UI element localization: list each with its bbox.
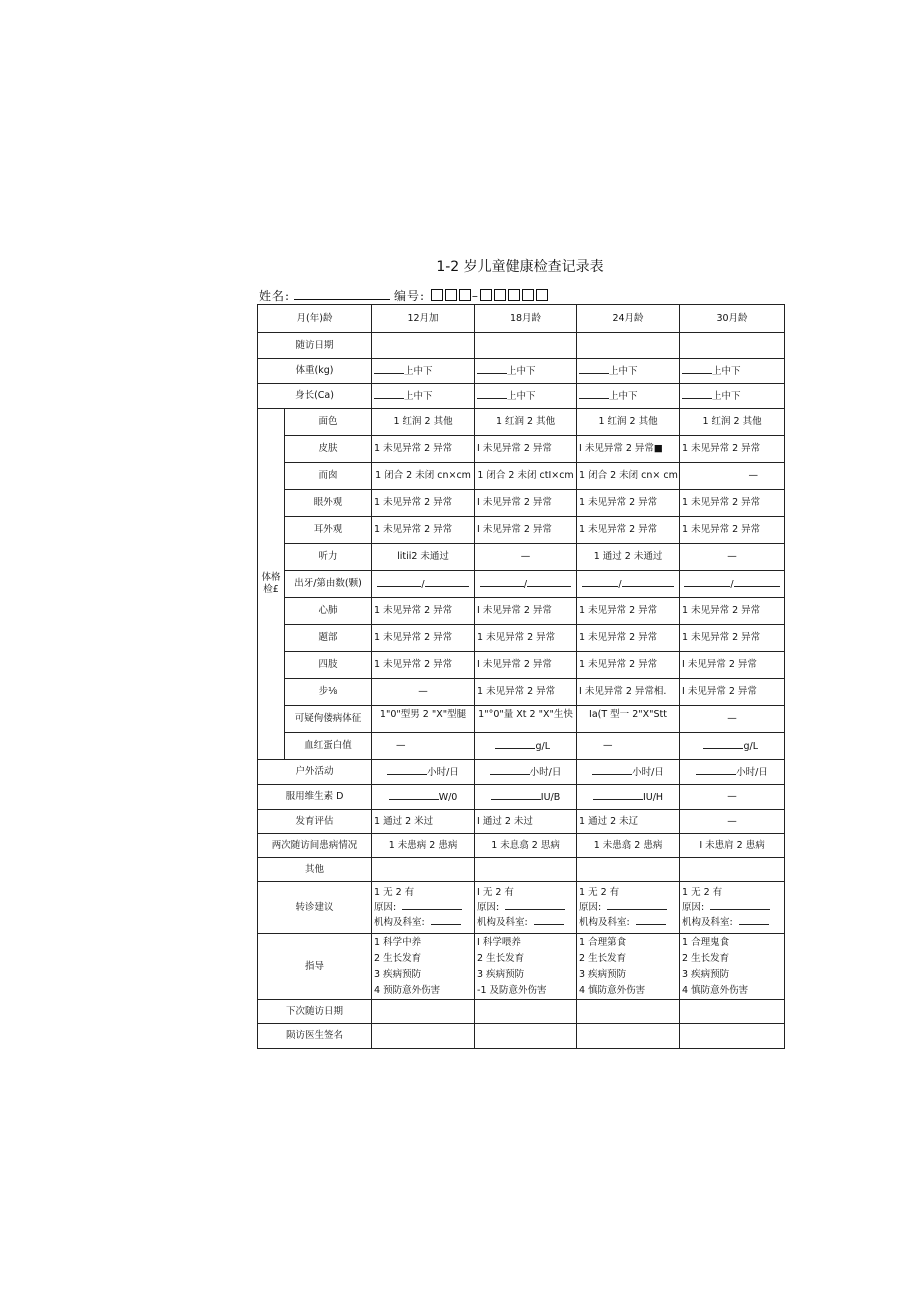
weight-label: 体重(kg) bbox=[258, 359, 372, 384]
name-field[interactable] bbox=[294, 288, 390, 300]
rickets-cell[interactable]: Ia(T 型一 2"X"Stt bbox=[577, 706, 680, 733]
physical-exam-label: 体格 检£ bbox=[258, 409, 285, 760]
other-cell[interactable] bbox=[475, 858, 577, 882]
development-label: 发育评估 bbox=[258, 810, 372, 834]
guidance-cell[interactable]: 1 合理鬼食 2 生长发育 3 疾病预防 4 慎防意外伤害 bbox=[680, 934, 785, 1000]
skin-cell[interactable]: 1 未见异常 2 异常 bbox=[372, 436, 475, 463]
guidance-row bbox=[258, 934, 785, 1000]
fontanel-cell[interactable]: 1 闭合 2 未闭 ctI×cm bbox=[475, 463, 577, 490]
doctor-signature-cell[interactable] bbox=[680, 1024, 785, 1049]
gait-label: 步⅛ bbox=[285, 679, 372, 706]
vitamin-d-cell[interactable]: IU/H bbox=[577, 785, 680, 810]
hemoglobin-cell[interactable]: g/L bbox=[475, 733, 577, 760]
heart-lung-cell[interactable]: 1 未见异常 2 异常 bbox=[372, 598, 475, 625]
rickets-cell[interactable]: — bbox=[680, 706, 785, 733]
rickets-cell[interactable]: 1"0"型男 2 "X"型腿 bbox=[372, 706, 475, 733]
limbs-cell[interactable]: I 未见异常 2 异常 bbox=[475, 652, 577, 679]
skin-cell[interactable]: I 未见异常 2 异常■ bbox=[577, 436, 680, 463]
skin-cell[interactable]: 1 未见异常 2 异常 bbox=[680, 436, 785, 463]
rickets-row bbox=[258, 706, 785, 733]
hearing-row bbox=[258, 544, 785, 571]
limbs-cell[interactable]: I 未见异常 2 异常 bbox=[680, 652, 785, 679]
outdoor-cell[interactable]: 小时/日 bbox=[577, 760, 680, 785]
referral-cell[interactable]: 1 无 2 有 原因: 机构及科室: bbox=[372, 882, 475, 934]
doctor-signature-cell[interactable] bbox=[475, 1024, 577, 1049]
form-meta: 姓名: 编号: – bbox=[259, 287, 549, 304]
age-header-30: 30月龄 bbox=[680, 305, 785, 333]
outdoor-cell[interactable]: 小时/日 bbox=[372, 760, 475, 785]
hearing-cell[interactable]: litii2 未通过 bbox=[372, 544, 475, 571]
guidance-cell[interactable]: 1 合理第食 2 生长发育 3 疾病预防 4 慎防意外伤害 bbox=[577, 934, 680, 1000]
heart-lung-cell[interactable]: 1 未见异常 2 异常 bbox=[680, 598, 785, 625]
hemoglobin-row bbox=[258, 733, 785, 760]
vitamin-d-cell[interactable]: — bbox=[680, 785, 785, 810]
doctor-signature-cell[interactable] bbox=[372, 1024, 475, 1049]
doctor-row bbox=[258, 1024, 785, 1049]
limbs-label: 四肢 bbox=[285, 652, 372, 679]
id-box[interactable] bbox=[459, 289, 471, 301]
teeth-cell[interactable]: / bbox=[680, 571, 785, 598]
weight-cell[interactable]: 上中下 bbox=[372, 359, 475, 384]
eye-label: 眼外观 bbox=[285, 490, 372, 517]
ear-row bbox=[258, 517, 785, 544]
illness-label: 两次随访间患病情况 bbox=[258, 834, 372, 858]
face-cell[interactable]: 1 红润 2 其他 bbox=[680, 409, 785, 436]
referral-label: 转诊建议 bbox=[258, 882, 372, 934]
development-cell[interactable]: I 通过 2 未过 bbox=[475, 810, 577, 834]
hearing-label: 听力 bbox=[285, 544, 372, 571]
abdomen-cell[interactable]: 1 未见异常 2 异常 bbox=[577, 625, 680, 652]
rickets-cell[interactable]: 1"°0"量 Xt 2 "X"生快 bbox=[475, 706, 577, 733]
outdoor-label: 户外活动 bbox=[258, 760, 372, 785]
skin-row bbox=[258, 436, 785, 463]
referral-row bbox=[258, 882, 785, 934]
id-box[interactable] bbox=[536, 289, 548, 301]
heart-lung-row bbox=[258, 598, 785, 625]
limbs-cell[interactable]: 1 未见异常 2 异常 bbox=[372, 652, 475, 679]
abdomen-cell[interactable]: 1 未见异常 2 异常 bbox=[372, 625, 475, 652]
illness-row bbox=[258, 834, 785, 858]
fontanel-cell[interactable]: 1 闭合 2 未闭 cn×cm bbox=[372, 463, 475, 490]
referral-cell[interactable]: 1 无 2 有 原因: 机构及科室: bbox=[680, 882, 785, 934]
visit-date-cell[interactable] bbox=[372, 333, 475, 359]
other-cell[interactable] bbox=[577, 858, 680, 882]
next-visit-cell[interactable] bbox=[577, 1000, 680, 1024]
doctor-label: 陨访医生签名 bbox=[258, 1024, 372, 1049]
illness-cell[interactable]: I 未患肩 2 患病 bbox=[680, 834, 785, 858]
fontanel-cell[interactable]: — bbox=[680, 463, 785, 490]
name-label: 姓名: bbox=[259, 289, 291, 303]
skin-cell[interactable]: I 未见异常 2 异常 bbox=[475, 436, 577, 463]
id-box[interactable] bbox=[445, 289, 457, 301]
height-cell[interactable]: 上中下 bbox=[577, 384, 680, 409]
next-visit-label: 下次随访日期 bbox=[258, 1000, 372, 1024]
next-visit-cell[interactable] bbox=[680, 1000, 785, 1024]
ear-label: 耳外观 bbox=[285, 517, 372, 544]
hemoglobin-label: 血红蛋白值 bbox=[285, 733, 372, 760]
face-cell[interactable]: 1 红润 2 其他 bbox=[372, 409, 475, 436]
face-label: 面色 bbox=[285, 409, 372, 436]
outdoor-cell[interactable]: 小时/日 bbox=[475, 760, 577, 785]
other-cell[interactable] bbox=[680, 858, 785, 882]
other-cell[interactable] bbox=[372, 858, 475, 882]
illness-cell[interactable]: 1 未患病 2 患病 bbox=[372, 834, 475, 858]
hearing-cell[interactable]: 1 通过 2 未通过 bbox=[577, 544, 680, 571]
abdomen-cell[interactable]: 1 未见异常 2 异常 bbox=[680, 625, 785, 652]
height-label: 身长(Ca) bbox=[258, 384, 372, 409]
other-label: 其他 bbox=[258, 858, 372, 882]
guidance-cell[interactable]: I 科学喂养 2 生长发育 3 疾病预防 -1 及防意外伤害 bbox=[475, 934, 577, 1000]
next-visit-cell[interactable] bbox=[475, 1000, 577, 1024]
limbs-cell[interactable]: 1 未见异常 2 异常 bbox=[577, 652, 680, 679]
face-cell[interactable]: 1 红润 2 其他 bbox=[475, 409, 577, 436]
visit-date-label: 随访日期 bbox=[258, 333, 372, 359]
age-header-24: 24月龄 bbox=[577, 305, 680, 333]
age-header-12: 12月加 bbox=[372, 305, 475, 333]
teeth-cell[interactable]: / bbox=[475, 571, 577, 598]
vitamin-d-row bbox=[258, 785, 785, 810]
ear-cell[interactable]: 1 未见异常 2 异常 bbox=[577, 517, 680, 544]
outdoor-row bbox=[258, 760, 785, 785]
weight-cell[interactable]: 上中下 bbox=[475, 359, 577, 384]
height-cell[interactable]: 上中下 bbox=[372, 384, 475, 409]
height-cell[interactable]: 上中下 bbox=[475, 384, 577, 409]
gait-cell[interactable]: I 未见异常 2 异常 bbox=[680, 679, 785, 706]
heart-lung-label: 心肺 bbox=[285, 598, 372, 625]
abdomen-label: 题部 bbox=[285, 625, 372, 652]
gait-cell[interactable]: — bbox=[372, 679, 475, 706]
fontanel-label: 而囱 bbox=[285, 463, 372, 490]
rickets-label: 可疑佝偻病体征 bbox=[285, 706, 372, 733]
skin-label: 皮肤 bbox=[285, 436, 372, 463]
guidance-label: 指导 bbox=[258, 934, 372, 1000]
height-row bbox=[258, 384, 785, 409]
visit-date-cell[interactable] bbox=[475, 333, 577, 359]
gait-row bbox=[258, 679, 785, 706]
id-box[interactable] bbox=[494, 289, 506, 301]
development-cell[interactable]: 1 通过 2 米过 bbox=[372, 810, 475, 834]
referral-cell[interactable]: I 无 2 有 原因: 机构及科室: bbox=[475, 882, 577, 934]
id-box[interactable] bbox=[480, 289, 492, 301]
weight-cell[interactable]: 上中下 bbox=[577, 359, 680, 384]
eye-cell[interactable]: I 未见异常 2 异常 bbox=[475, 490, 577, 517]
development-cell[interactable]: — bbox=[680, 810, 785, 834]
face-row bbox=[258, 409, 785, 436]
form-title: 1-2 岁儿童健康检查记录表 bbox=[436, 259, 604, 275]
ear-cell[interactable]: 1 未见异常 2 异常 bbox=[372, 517, 475, 544]
ear-cell[interactable]: I 未见异常 2 异常 bbox=[475, 517, 577, 544]
teeth-cell[interactable]: / bbox=[577, 571, 680, 598]
heart-lung-cell[interactable]: 1 未见异常 2 异常 bbox=[577, 598, 680, 625]
next-visit-cell[interactable] bbox=[372, 1000, 475, 1024]
id-box[interactable] bbox=[508, 289, 520, 301]
abdomen-cell[interactable]: 1 未见异常 2 异常 bbox=[475, 625, 577, 652]
guidance-cell[interactable]: 1 科学中养 2 生长发育 3 疾病预防 4 预防意外伤害 bbox=[372, 934, 475, 1000]
teeth-cell[interactable]: / bbox=[372, 571, 475, 598]
hemoglobin-cell[interactable]: g/L bbox=[680, 733, 785, 760]
height-cell[interactable]: 上中下 bbox=[680, 384, 785, 409]
heart-lung-cell[interactable]: I 未见异常 2 异常 bbox=[475, 598, 577, 625]
eye-cell[interactable]: 1 未见异常 2 异常 bbox=[372, 490, 475, 517]
hearing-cell[interactable]: — bbox=[680, 544, 785, 571]
development-cell[interactable]: 1 通过 2 未辽 bbox=[577, 810, 680, 834]
age-header-18: 18月龄 bbox=[475, 305, 577, 333]
development-row bbox=[258, 810, 785, 834]
hearing-cell[interactable]: — bbox=[475, 544, 577, 571]
hemoglobin-cell[interactable]: — bbox=[372, 733, 475, 760]
ear-cell[interactable]: 1 未见异常 2 异常 bbox=[680, 517, 785, 544]
age-header-label: 月(年)龄 bbox=[258, 305, 372, 333]
visit-date-row bbox=[258, 333, 785, 359]
fontanel-cell[interactable]: 1 闭合 2 未闭 cn× cm bbox=[577, 463, 680, 490]
visit-date-cell[interactable] bbox=[680, 333, 785, 359]
outdoor-cell[interactable]: 小时/日 bbox=[680, 760, 785, 785]
header-row bbox=[258, 305, 785, 333]
id-box[interactable] bbox=[431, 289, 443, 301]
other-row bbox=[258, 858, 785, 882]
eye-row bbox=[258, 490, 785, 517]
health-check-table bbox=[257, 304, 785, 1049]
limbs-row bbox=[258, 652, 785, 679]
vitamin-d-label: 服用维生素 D bbox=[258, 785, 372, 810]
gait-cell[interactable]: 1 未见异常 2 异常 bbox=[475, 679, 577, 706]
id-box[interactable] bbox=[522, 289, 534, 301]
illness-cell[interactable]: 1 未息翕 2 思病 bbox=[475, 834, 577, 858]
id-label: 编号: bbox=[394, 289, 426, 303]
eye-cell[interactable]: 1 未见异常 2 异常 bbox=[680, 490, 785, 517]
gait-cell[interactable]: I 未见异常 2 异常相. bbox=[577, 679, 680, 706]
eye-cell[interactable]: 1 未见异常 2 异常 bbox=[577, 490, 680, 517]
visit-date-cell[interactable] bbox=[577, 333, 680, 359]
abdomen-row bbox=[258, 625, 785, 652]
next-visit-row bbox=[258, 1000, 785, 1024]
vitamin-d-cell[interactable]: IU/B bbox=[475, 785, 577, 810]
teeth-label: 出牙/第由数(颗) bbox=[285, 571, 372, 598]
weight-cell[interactable]: 上中下 bbox=[680, 359, 785, 384]
weight-row bbox=[258, 359, 785, 384]
hemoglobin-cell[interactable]: — bbox=[577, 733, 680, 760]
fontanel-row bbox=[258, 463, 785, 490]
doctor-signature-cell[interactable] bbox=[577, 1024, 680, 1049]
illness-cell[interactable]: 1 未患翕 2 患病 bbox=[577, 834, 680, 858]
vitamin-d-cell[interactable]: W/0 bbox=[372, 785, 475, 810]
referral-cell[interactable]: 1 无 2 有 原因: 机构及科室: bbox=[577, 882, 680, 934]
teeth-row bbox=[258, 571, 785, 598]
face-cell[interactable]: 1 红润 2 其他 bbox=[577, 409, 680, 436]
